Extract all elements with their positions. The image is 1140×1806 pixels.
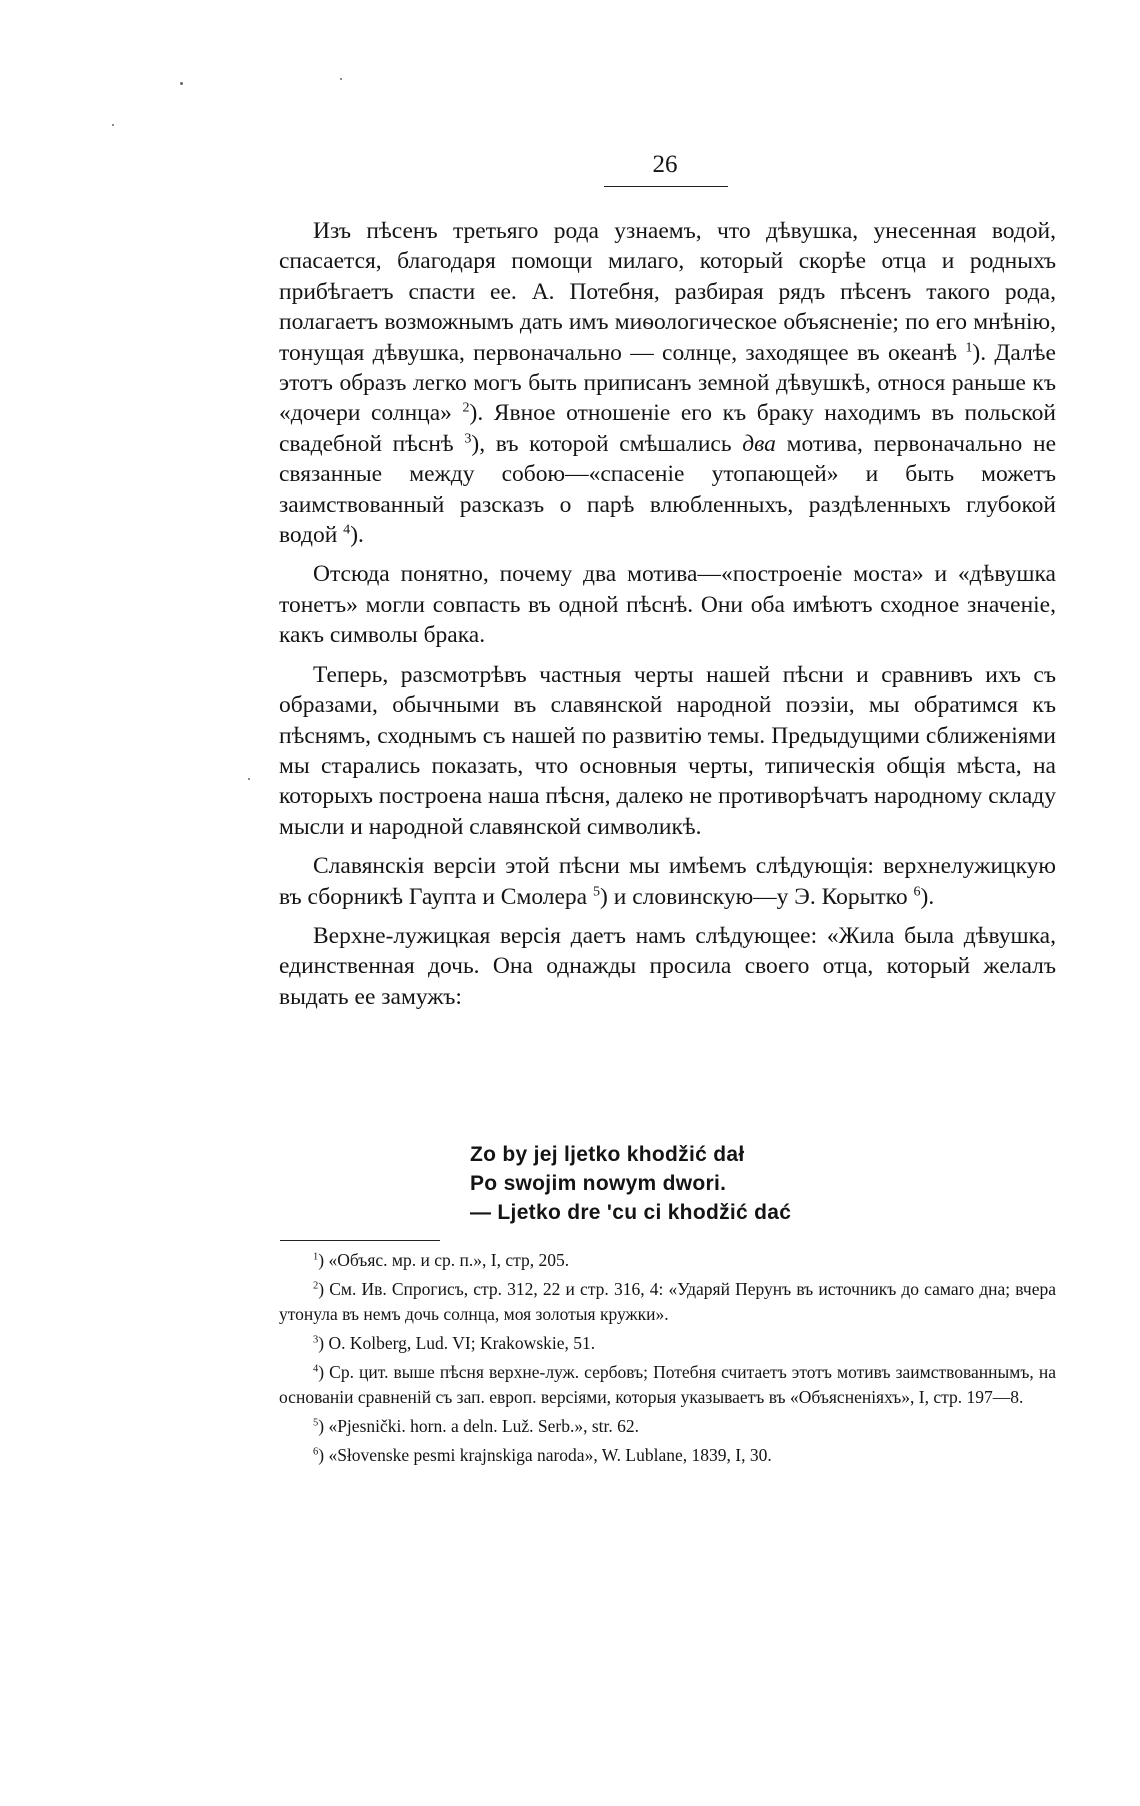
footnote-mark: 2: [313, 1280, 319, 1292]
footnotes: [279, 1248, 1056, 1472]
page-number: 26: [652, 151, 678, 178]
emphasized-text: два: [742, 430, 776, 457]
text-run: ).: [350, 522, 364, 549]
page-number-rule: [604, 186, 728, 187]
footnote-reference: 6: [913, 883, 921, 900]
text-run: ).: [920, 883, 935, 910]
text-run: ). Далѣе этотъ образъ легко могъ быть приписанъ земной дѣвушкѣ, относя раньше къ «дочери солнца»: [279, 339, 1056, 427]
footnote-reference: 1: [965, 339, 973, 356]
footnote: [279, 1443, 1056, 1468]
verse-line: Po swojim nowym dwori.: [470, 1172, 727, 1195]
footnote: [279, 1331, 1056, 1356]
footnote-mark: 4: [313, 1363, 319, 1375]
paragraph: [279, 660, 1056, 842]
text-run: Славянскія версіи этой пѣсни мы имѣемъ слѣдующія: верхнелужицкую въ сборникѣ Гаупта и Смолера: [279, 853, 1056, 910]
footnote-text: ) «Słovenske pesmi krajnskiga naroda», W. Lublane, 1839, I, 30.: [318, 1445, 772, 1465]
verse-line: — Ljetko dre 'cu ci khodžić dać: [470, 1201, 792, 1224]
text-run: Теперь, разсмотрѣвъ частныя черты нашей пѣсни и сравнивъ ихъ съ образами, обычными въ славянской народной поэзіи, мы обратимся къ пѣснямъ, сходнымъ съ нашей по развитію темы. Предыдущими сближеніями мы старались показать, что основныя черты, типическія общія мѣста, на которыхъ построена наша пѣсня, далеко не противорѣчатъ народному складу мысли и народной славянской символикѣ.: [279, 661, 1056, 840]
verse-line: Zo by jej ljetko khodžić dał: [470, 1143, 745, 1166]
text-run: ) и словинскую—у Э. Корытко: [600, 883, 914, 910]
verse-quote: [470, 1140, 890, 1227]
footnote-text: ) См. Ив. Спрогисъ, стр. 312, 22 и стр. 316, 4: «Ударяй Перунъ въ источникъ до самаго дна; вчера утонула въ немъ дочь солнца, моя золотыя кружки».: [279, 1279, 1056, 1324]
scan-speck: [112, 124, 114, 126]
text-run: Отсюда понятно, почему два мотива—«построеніе моста» и «дѣвушка тонетъ» могли совпасть въ одной пѣснѣ. Они оба имѣютъ сходное значеніе, какъ символы брака.: [279, 561, 1056, 649]
footnote-text: ) Ср. цит. выше пѣсня верхне-луж. сербовъ; Потебня считаетъ этотъ мотивъ заимствованнымъ, на основаніи сравненій съ зап. европ. версіями, которыя указываетъ въ «Объясненіяхъ», I, стр. 197—8.: [279, 1362, 1056, 1407]
text-run: мотива, первоначально не связанные между собою—«спасеніе утопающей» и быть можетъ заимствованный разсказъ о парѣ влюбленныхъ, раздѣленныхъ глубокой водой: [279, 430, 1056, 549]
text-run: Верхне-лужицкая версія даетъ намъ слѣдующее: «Жила была дѣвушка, единственная дочь. Она однажды просила своего отца, который желалъ выдать ее замужъ:: [279, 922, 1056, 1010]
footnote: [279, 1277, 1056, 1327]
footnote-text: ) «Объяс. мр. и ср. п.», I, стр, 205.: [318, 1250, 570, 1270]
footnote-reference: 3: [464, 430, 472, 447]
text-run: Изъ пѣсенъ третьяго рода узнаемъ, что дѣвушка, унесенная водой, спасается, благодаря помощи милаго, который скорѣе отца и родныхъ прибѣгаетъ спасти ее. А. Потебня, разбирая рядъ пѣсенъ такого рода, полагаетъ возможнымъ дать имъ миѳологическое объясненіе; по его мнѣнію, тонущая дѣвушка, первоначально — солнце, заходящее въ океанѣ: [279, 218, 1056, 366]
footnote-mark: 1: [313, 1251, 319, 1263]
scan-speck: [180, 82, 183, 85]
footnote: [279, 1360, 1056, 1410]
main-text: [279, 216, 1056, 1021]
footnote-divider: [280, 1240, 440, 1241]
text-run: ), въ которой смѣшались: [471, 430, 743, 457]
footnote-reference: 4: [343, 521, 351, 538]
footnote-text: ) O. Kolberg, Lud. VI; Krakowskie, 51.: [318, 1333, 596, 1353]
text-run: ). Явное отношеніе его къ браку находимъ въ польской свадебной пѣснѣ: [279, 400, 1056, 457]
footnote-mark: 6: [313, 1446, 319, 1458]
paragraph: [279, 216, 1056, 550]
footnote-text: ) «Pjesnički. horn. a deln. Luž. Serb.», str. 62.: [318, 1416, 640, 1436]
scan-speck: [340, 78, 342, 80]
paragraph: [279, 851, 1056, 912]
footnote-reference: 5: [593, 883, 601, 900]
footnote-reference: 2: [462, 399, 470, 416]
footnote: [279, 1414, 1056, 1439]
footnote: [279, 1248, 1056, 1273]
scan-speck: [248, 778, 250, 780]
footnote-mark: 5: [313, 1417, 319, 1429]
paragraph: [279, 559, 1056, 650]
footnote-mark: 3: [313, 1334, 319, 1346]
paragraph: [279, 921, 1056, 1012]
